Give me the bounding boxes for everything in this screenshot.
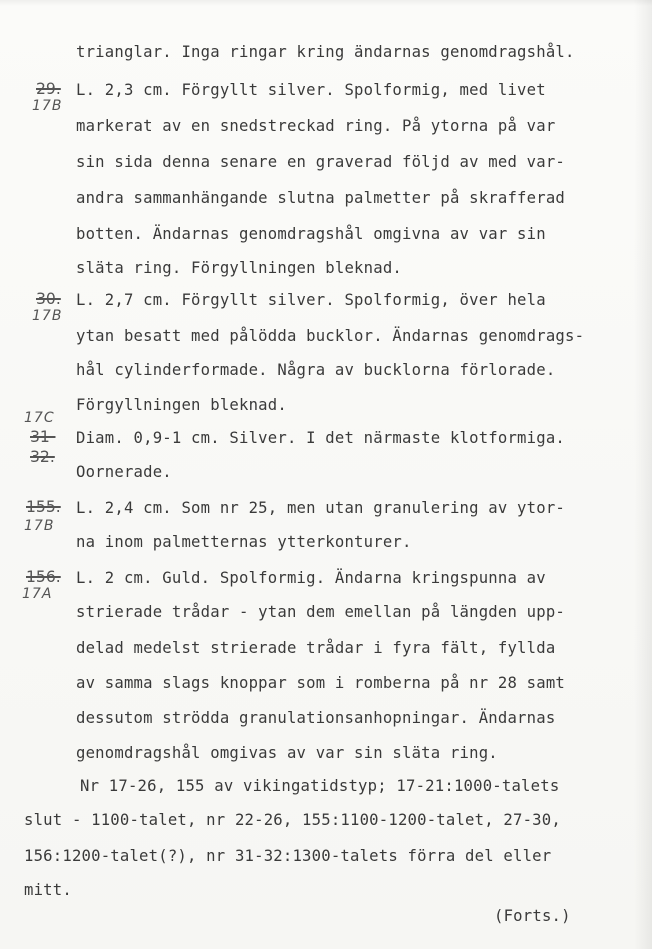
text-line: markerat av en snedstreckad ring. På ytorna på var — [76, 117, 556, 135]
struck-item-number: 156. — [26, 568, 61, 586]
text-line: L. 2 cm. Guld. Spolformig. Ändarna kringspunna av — [76, 569, 546, 587]
handwritten-note: 17A — [22, 586, 53, 602]
handwritten-note: 17B — [32, 98, 63, 114]
text-line: Diam. 0,9-1 cm. Silver. I det närmaste klotformiga. — [76, 429, 565, 447]
text-line: delad medelst strierade trådar i fyra fält, fyllda — [76, 639, 556, 657]
text-line: na inom palmetternas ytterkonturer. — [76, 533, 412, 551]
text-line: L. 2,4 cm. Som nr 25, men utan granulering av ytor- — [76, 499, 565, 517]
text-line: ytan besatt med pålödda bucklor. Ändarnas genomdrags- — [76, 327, 585, 345]
text-line: L. 2,3 cm. Förgyllt silver. Spolformig, med livet — [76, 81, 546, 99]
text-line: 156:1200-talet(?), nr 31-32:1300-talets förra del eller — [24, 847, 552, 865]
struck-item-number: 32. — [30, 448, 55, 466]
text-line: trianglar. Inga ringar kring ändarnas genomdragshål. — [76, 43, 575, 61]
text-line: dessutom strödda granulationsanhopningar. Ändarnas — [76, 709, 556, 727]
struck-item-number: 30. — [36, 290, 61, 308]
struck-item-number: 155. — [26, 498, 61, 516]
struck-item-number: 31- — [30, 428, 56, 446]
struck-item-number: 29. — [36, 80, 61, 98]
page-shadow-right — [634, 0, 652, 949]
text-line: släta ring. Förgyllningen bleknad. — [76, 259, 402, 277]
handwritten-note: 17B — [32, 308, 63, 324]
text-line: Oornerade. — [76, 463, 172, 481]
text-line: hål cylinderformade. Några av bucklorna förlorade. — [76, 361, 556, 379]
text-line: genomdragshål omgivas av var sin släta ring. — [76, 744, 498, 762]
text-line: andra sammanhängande slutna palmetter på skrafferad — [76, 189, 565, 207]
page-shadow-top — [0, 0, 652, 6]
text-line: slut - 1100-talet, nr 22-26, 155:1100-1200-talet, 27-30, — [24, 811, 561, 829]
text-line: mitt. — [24, 881, 72, 899]
text-line: av samma slags knoppar som i romberna på nr 28 samt — [76, 674, 565, 692]
text-line: botten. Ändarnas genomdragshål omgivna av var sin — [76, 225, 546, 243]
handwritten-note: 17B — [24, 518, 55, 534]
handwritten-note: 17C — [24, 410, 55, 426]
continued-note: (Forts.) — [494, 907, 571, 925]
text-line: strierade trådar - ytan dem emellan på längden upp- — [76, 603, 565, 621]
text-line: Nr 17-26, 155 av vikingatidstyp; 17-21:1000-talets — [80, 777, 560, 795]
text-line: Förgyllningen bleknad. — [76, 396, 287, 414]
text-line: L. 2,7 cm. Förgyllt silver. Spolformig, över hela — [76, 291, 546, 309]
text-line: sin sida denna senare en graverad följd av med var- — [76, 153, 565, 171]
